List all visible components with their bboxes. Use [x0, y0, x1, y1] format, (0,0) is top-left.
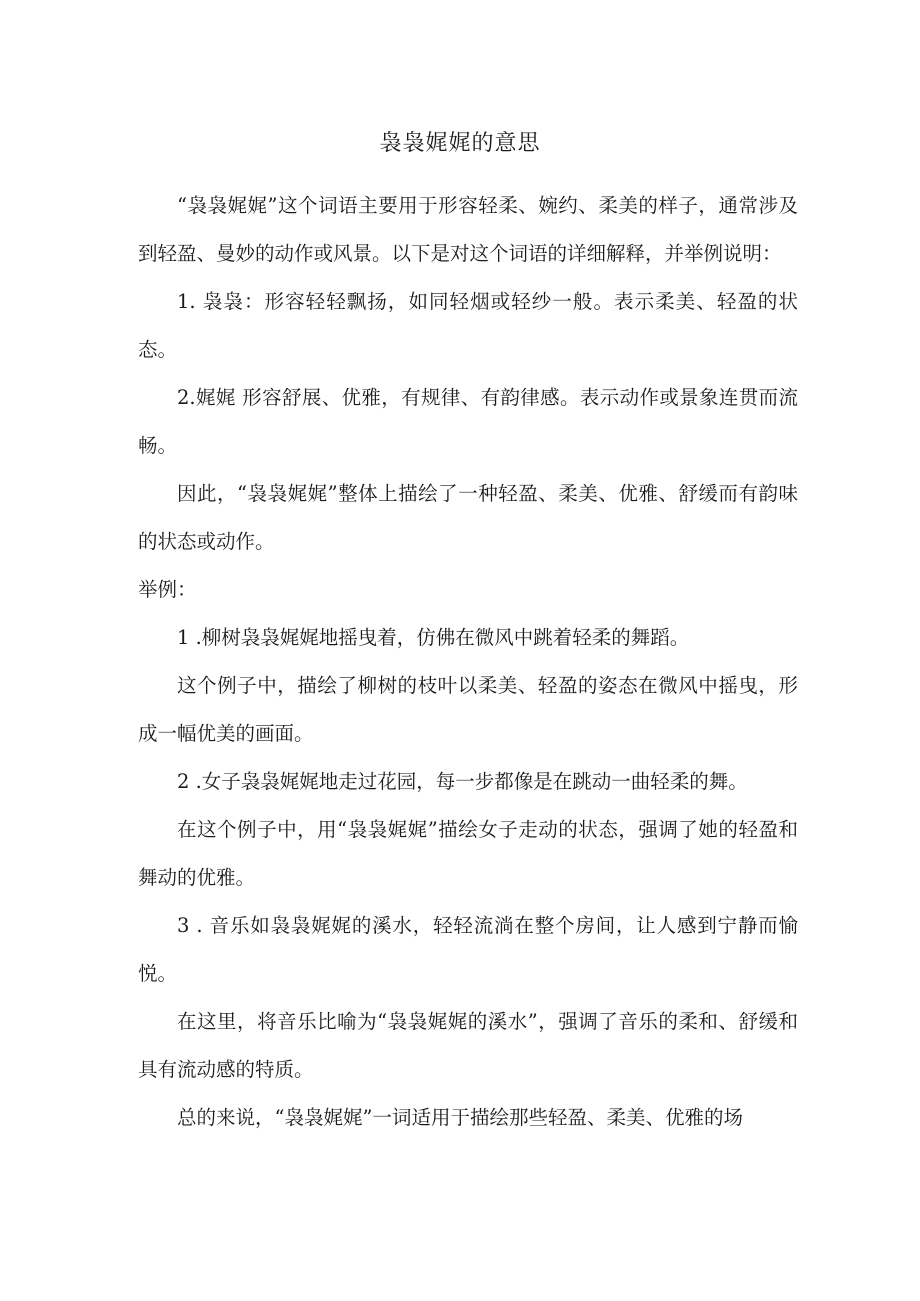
- paragraph-example-3-explanation: 在这里，将音乐比喻为“袅袅娓娓的溪水”，强调了音乐的柔和、舒缓和具有流动感的特质。: [138, 1010, 798, 1081]
- paragraph-example-2: 2 .女子袅袅娓娓地走过花园，每一步都像是在跳动一曲轻柔的舞。: [177, 770, 748, 793]
- paragraph-conclusion: 总的来说，“袅袅娓娓”一词适用于描绘那些轻盈、柔美、优雅的场: [177, 1106, 743, 1129]
- paragraph-example-1-explanation: 这个例子中，描绘了柳树的枝叶以柔美、轻盈的姿态在微风中摇曳，形成一幅优美的画面。: [138, 674, 798, 745]
- paragraph-example-1: 1 .柳树袅袅娓娓地摇曳着，仿佛在微风中跳着轻柔的舞蹈。: [177, 626, 690, 649]
- paragraph-examples-heading: 举例：: [138, 578, 197, 601]
- paragraph-intro: “袅袅娓娓”这个词语主要用于形容轻柔、婉约、柔美的样子，通常涉及到轻盈、曼妙的动作或风景。以下是对这个词语的详细解释，并举例说明：: [138, 194, 798, 265]
- paragraph-definition-2: 2.娓娓 形容舒展、优雅，有规律、有韵律感。表示动作或景象连贯而流畅。: [138, 386, 798, 457]
- paragraph-example-2-explanation: 在这个例子中，用“袅袅娓娓”描绘女子走动的状态，强调了她的轻盈和舞动的优雅。: [138, 818, 798, 889]
- document-body: [138, 182, 798, 1142]
- document-title: 袅袅娓娓的意思: [379, 131, 541, 156]
- paragraph-summary: 因此，“袅袅娓娓”整体上描绘了一种轻盈、柔美、优雅、舒缓而有韵味的状态或动作。: [138, 482, 798, 553]
- paragraph-definition-1: 1. 袅袅：形容轻轻飘扬，如同轻烟或轻纱一般。表示柔美、轻盈的状态。: [138, 290, 798, 361]
- paragraph-example-3: 3 . 音乐如袅袅娓娓的溪水，轻轻流淌在整个房间，让人感到宁静而愉悦。: [138, 914, 798, 985]
